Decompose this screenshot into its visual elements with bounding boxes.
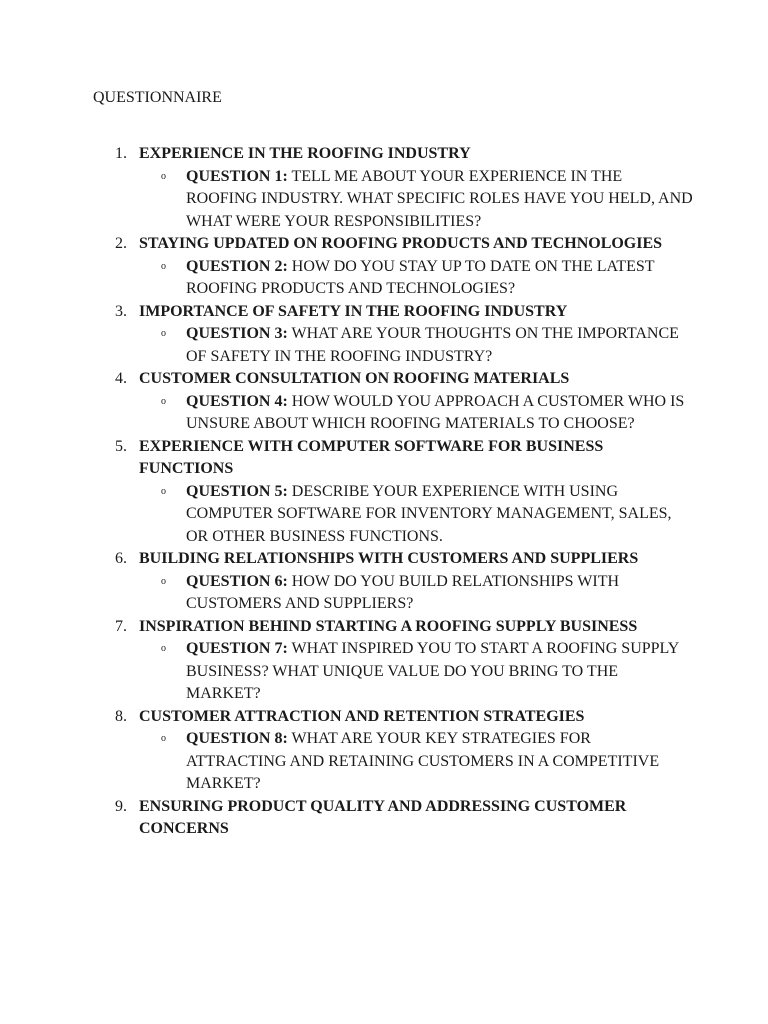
question-text: WHAT ARE YOUR KEY STRATEGIES FOR ATTRACTING AND RETAINING CUSTOMERS IN A COMPETITIVE MARKET? (186, 730, 660, 792)
sub-list-item (139, 391, 693, 436)
question-text: WHAT INSPIRED YOU TO START A ROOFING SUPPLY BUSINESS? WHAT UNIQUE VALUE DO YOU BRING TO THE MARKET? (186, 640, 679, 702)
circle-bullet-icon: o (161, 575, 166, 587)
question-label: QUESTION 7: (186, 640, 288, 657)
item-number: 3. (115, 302, 127, 320)
sub-list-item (139, 256, 693, 301)
sub-list-item (139, 728, 693, 796)
sub-list (139, 728, 693, 796)
sub-list (139, 481, 693, 549)
list-item (93, 616, 693, 706)
sub-list-item (139, 166, 693, 234)
list-item (93, 301, 693, 369)
item-number: 5. (115, 437, 127, 455)
circle-bullet-icon: o (161, 260, 166, 272)
sub-list-item (139, 323, 693, 368)
circle-bullet-icon: o (161, 395, 166, 407)
sub-list (139, 571, 693, 616)
sub-list-item (139, 571, 693, 616)
item-heading: STAYING UPDATED ON ROOFING PRODUCTS AND TECHNOLOGIES (139, 235, 663, 252)
circle-bullet-icon: o (161, 328, 166, 339)
sub-list (139, 166, 693, 234)
item-number: 1. (115, 145, 127, 162)
circle-bullet-icon: o (161, 643, 166, 654)
item-heading: IMPORTANCE OF SAFETY IN THE ROOFING INDUSTRY (139, 302, 568, 320)
sub-list-item (139, 481, 693, 549)
item-number: 9. (115, 797, 127, 815)
list-item (93, 368, 693, 436)
question-label: QUESTION 6: (186, 572, 288, 590)
item-number: 7. (115, 617, 127, 635)
item-heading: EXPERIENCE IN THE ROOFING INDUSTRY (139, 145, 471, 162)
item-number: 8. (115, 707, 127, 725)
circle-bullet-icon: o (161, 733, 166, 744)
sub-list (139, 256, 693, 301)
list-item (93, 436, 693, 549)
page-title: QUESTIONNAIRE (93, 89, 222, 106)
question-text: HOW DO YOU BUILD RELATIONSHIPS WITH CUSTOMERS AND SUPPLIERS? (186, 572, 620, 612)
question-label: QUESTION 5: (186, 482, 288, 500)
item-heading: CUSTOMER ATTRACTION AND RETENTION STRATEGIES (139, 707, 585, 725)
item-heading: INSPIRATION BEHIND STARTING A ROOFING SUPPLY BUSINESS (139, 617, 638, 635)
item-number: 4. (115, 370, 127, 387)
question-text: TELL ME ABOUT YOUR EXPERIENCE IN THE ROOFING INDUSTRY. WHAT SPECIFIC ROLES HAVE YOU HELD, AND WHAT WERE YOUR RESPONSIBILITIES? (186, 167, 693, 230)
circle-bullet-icon: o (161, 170, 166, 182)
sub-list (139, 323, 693, 368)
sub-list (139, 638, 693, 706)
item-number: 2. (115, 235, 127, 252)
question-label: QUESTION 3: (186, 325, 288, 342)
list-item (93, 796, 693, 841)
question-label: QUESTION 2: (186, 257, 288, 275)
question-text: WHAT ARE YOUR THOUGHTS ON THE IMPORTANCE OF SAFETY IN THE ROOFING INDUSTRY? (186, 325, 679, 365)
questionnaire-list (93, 143, 693, 841)
question-text: HOW WOULD YOU APPROACH A CUSTOMER WHO IS UNSURE ABOUT WHICH ROOFING MATERIALS TO CHOOSE? (186, 392, 685, 432)
item-heading: EXPERIENCE WITH COMPUTER SOFTWARE FOR BUSINESS FUNCTIONS (139, 437, 604, 477)
list-item (93, 706, 693, 796)
sub-list (139, 391, 693, 436)
question-text: HOW DO YOU STAY UP TO DATE ON THE LATEST ROOFING PRODUCTS AND TECHNOLOGIES? (186, 257, 655, 297)
item-heading: CUSTOMER CONSULTATION ON ROOFING MATERIALS (139, 370, 570, 387)
sub-list-item (139, 638, 693, 706)
question-label: QUESTION 1: (186, 167, 288, 185)
list-item (93, 233, 693, 301)
item-heading: BUILDING RELATIONSHIPS WITH CUSTOMERS AND SUPPLIERS (139, 550, 639, 567)
circle-bullet-icon: o (161, 485, 166, 497)
question-label: QUESTION 8: (186, 730, 288, 747)
question-text: DESCRIBE YOUR EXPERIENCE WITH USING COMPUTER SOFTWARE FOR INVENTORY MANAGEMENT, SALES, OR OTHER BUSINESS FUNCTIONS. (186, 482, 672, 545)
list-item (93, 143, 693, 233)
question-label: QUESTION 4: (186, 392, 288, 410)
item-number: 6. (115, 550, 127, 567)
list-item (93, 548, 693, 616)
item-heading: ENSURING PRODUCT QUALITY AND ADDRESSING CUSTOMER CONCERNS (139, 797, 627, 837)
